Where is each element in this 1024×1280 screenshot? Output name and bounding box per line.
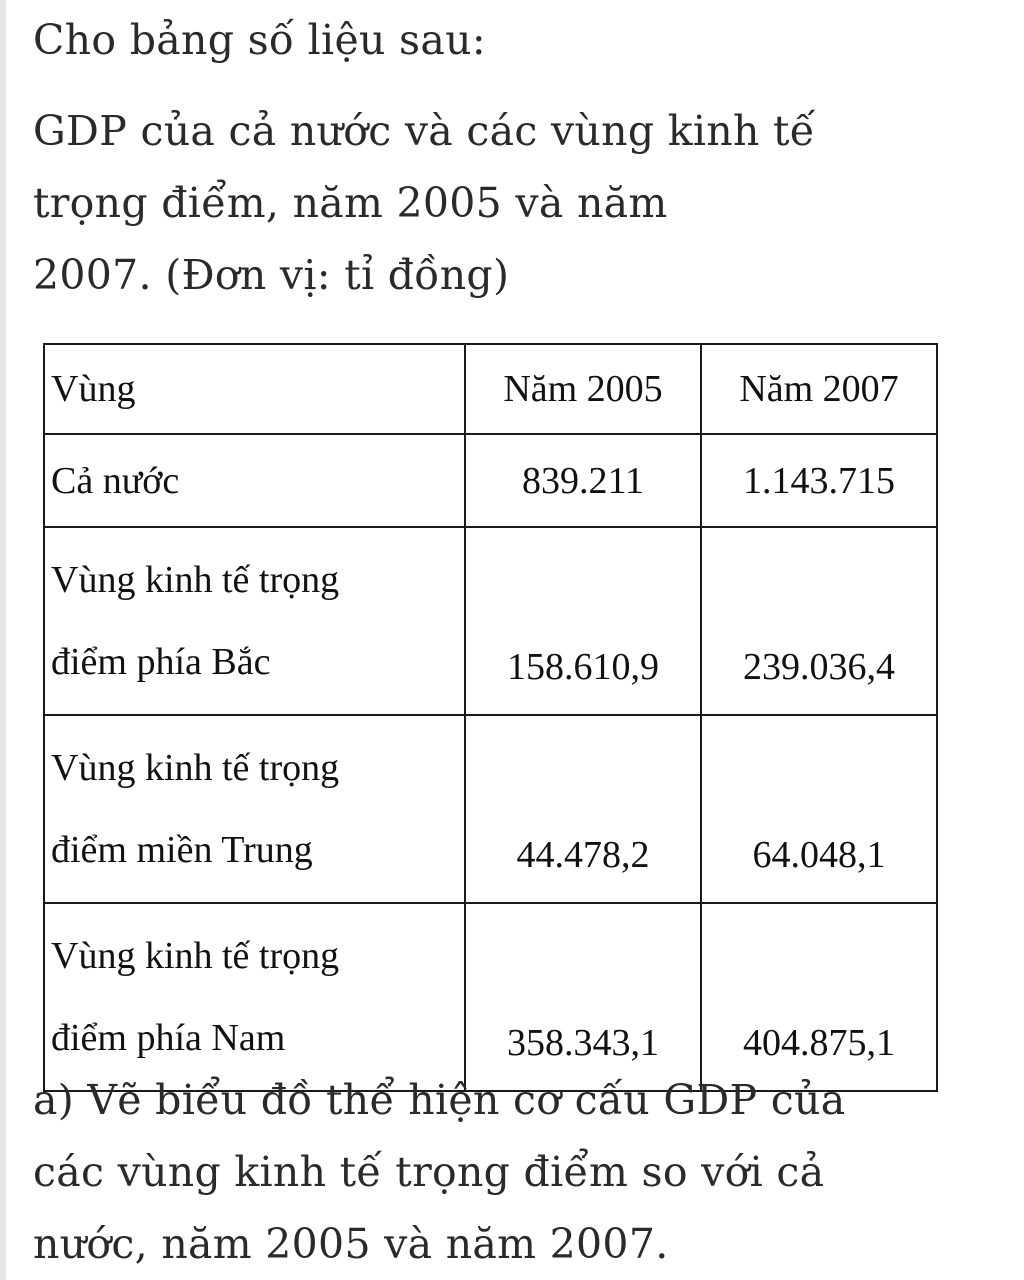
table-row — [44, 715, 937, 903]
question-line: các vùng kinh tế trọng điểm so với cả — [33, 1148, 825, 1196]
value-2007-cell: 64.048,1 — [701, 715, 937, 903]
region-label: Vùng kinh tế trọng — [51, 747, 340, 789]
region-cell — [44, 715, 465, 903]
table-header-row — [44, 344, 937, 434]
title-line: GDP của cả nước và các vùng kinh tế — [33, 107, 816, 155]
region-cell — [44, 434, 465, 527]
title-line: 2007. (Đơn vị: tỉ đồng) — [33, 251, 510, 299]
header-year-2005: Năm 2005 — [465, 344, 701, 434]
header-region: Vùng — [44, 344, 465, 434]
value-2007-cell: 239.036,4 — [701, 527, 937, 715]
region-label: điểm phía Bắc — [51, 641, 271, 683]
region-cell — [44, 527, 465, 715]
value-2005-cell: 358.343,1 — [465, 903, 701, 1091]
intro-line: Cho bảng số liệu sau: — [33, 16, 486, 64]
table-row — [44, 434, 937, 527]
region-label: điểm miền Trung — [51, 829, 313, 871]
table-row — [44, 903, 937, 1091]
header-year-2007: Năm 2007 — [701, 344, 937, 434]
table-row — [44, 527, 937, 715]
table-title — [33, 95, 815, 311]
title-line: trọng điểm, năm 2005 và năm — [33, 179, 668, 227]
question-line: nước, năm 2005 và năm 2007. — [33, 1220, 669, 1268]
question-text — [33, 1064, 845, 1280]
value-2007-cell: 404.875,1 — [701, 903, 937, 1091]
region-label: điểm phía Nam — [51, 1017, 286, 1059]
question-line: a) Vẽ biểu đồ thể hiện cơ cấu GDP của — [33, 1076, 846, 1124]
value-2005-cell: 839.211 — [465, 434, 701, 527]
left-border-rule — [0, 0, 6, 1280]
value-2005-cell: 44.478,2 — [465, 715, 701, 903]
region-label: Cả nước — [51, 459, 180, 502]
value-2007-cell: 1.143.715 — [701, 434, 937, 527]
region-label: Vùng kinh tế trọng — [51, 935, 340, 977]
region-cell — [44, 903, 465, 1091]
gdp-table — [43, 343, 938, 1092]
intro-text — [33, 4, 486, 76]
region-label: Vùng kinh tế trọng — [51, 559, 340, 601]
value-2005-cell: 158.610,9 — [465, 527, 701, 715]
